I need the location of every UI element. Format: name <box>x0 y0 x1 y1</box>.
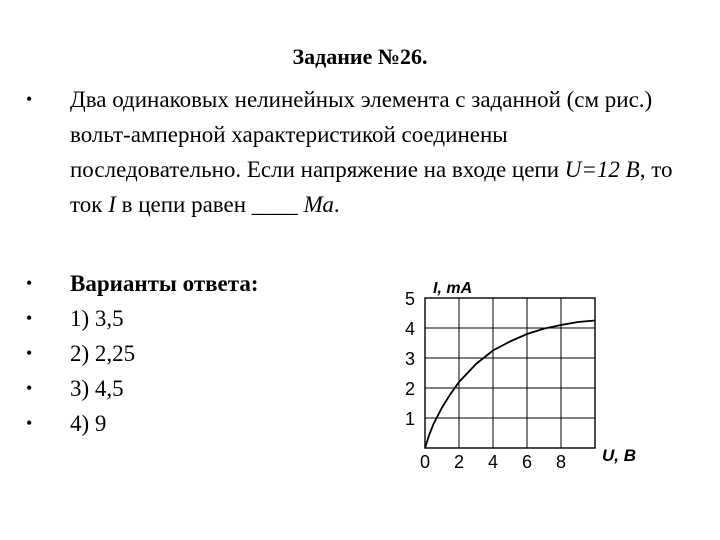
bullet-icon: • <box>26 413 33 433</box>
x-axis-label: U, В <box>602 446 636 465</box>
task-statement <box>20 82 690 222</box>
y-tick-label: 5 <box>404 289 415 309</box>
series-line <box>425 321 595 449</box>
x-tick-label: 4 <box>487 452 499 472</box>
bullet-icon: • <box>26 378 33 398</box>
x-tick-label: 6 <box>521 452 533 472</box>
bullet-icon: • <box>26 273 33 293</box>
bullet-icon: • <box>26 89 33 109</box>
answer-list <box>20 266 340 441</box>
x-tick-label: 8 <box>555 452 567 472</box>
y-tick-label: 2 <box>404 379 415 399</box>
bullet-icon: • <box>26 343 33 363</box>
answer-option: 2) 2,25 <box>70 341 136 366</box>
chart-series <box>425 321 595 449</box>
unit-label: Ма <box>303 192 334 217</box>
list-item <box>20 371 340 406</box>
task-text-part: в цепи равен ____ <box>115 192 304 217</box>
list-item <box>20 301 340 336</box>
list-item <box>20 406 340 441</box>
answer-option: 3) 4,5 <box>70 376 124 401</box>
voltage-expression: U=12 В <box>564 157 640 182</box>
answer-option: 1) 3,5 <box>70 306 124 331</box>
answer-option: 4) 9 <box>70 411 107 436</box>
bullet-icon: • <box>26 308 33 328</box>
y-tick-label: 4 <box>404 319 415 339</box>
task-text-part: , то ток <box>70 157 673 217</box>
task-text-part: Два одинаковых нелинейных элемента с заданной (см рис.) вольт-амперной характеристикой соединены последовательно. Если напряжение на входе цепи <box>70 87 653 182</box>
list-item <box>20 266 340 301</box>
chart-ticks <box>405 289 566 472</box>
page-title: Задание №26. <box>292 44 428 69</box>
task-text-part: . <box>333 192 340 217</box>
task-text <box>70 82 680 222</box>
chart-axes <box>425 298 595 448</box>
y-axis-label: I, mA <box>433 280 473 297</box>
x-tick-label: 2 <box>453 452 465 472</box>
list-item <box>20 82 690 222</box>
answers-heading: Варианты ответа: <box>70 271 259 296</box>
current-symbol: I <box>108 192 116 217</box>
chart-grid <box>425 298 595 448</box>
y-tick-label: 1 <box>404 409 415 429</box>
list-item <box>20 336 340 371</box>
y-tick-label: 3 <box>404 349 415 369</box>
x-tick-label: 0 <box>419 452 431 472</box>
plot-frame <box>425 298 595 448</box>
iv-characteristic-chart <box>370 268 670 488</box>
